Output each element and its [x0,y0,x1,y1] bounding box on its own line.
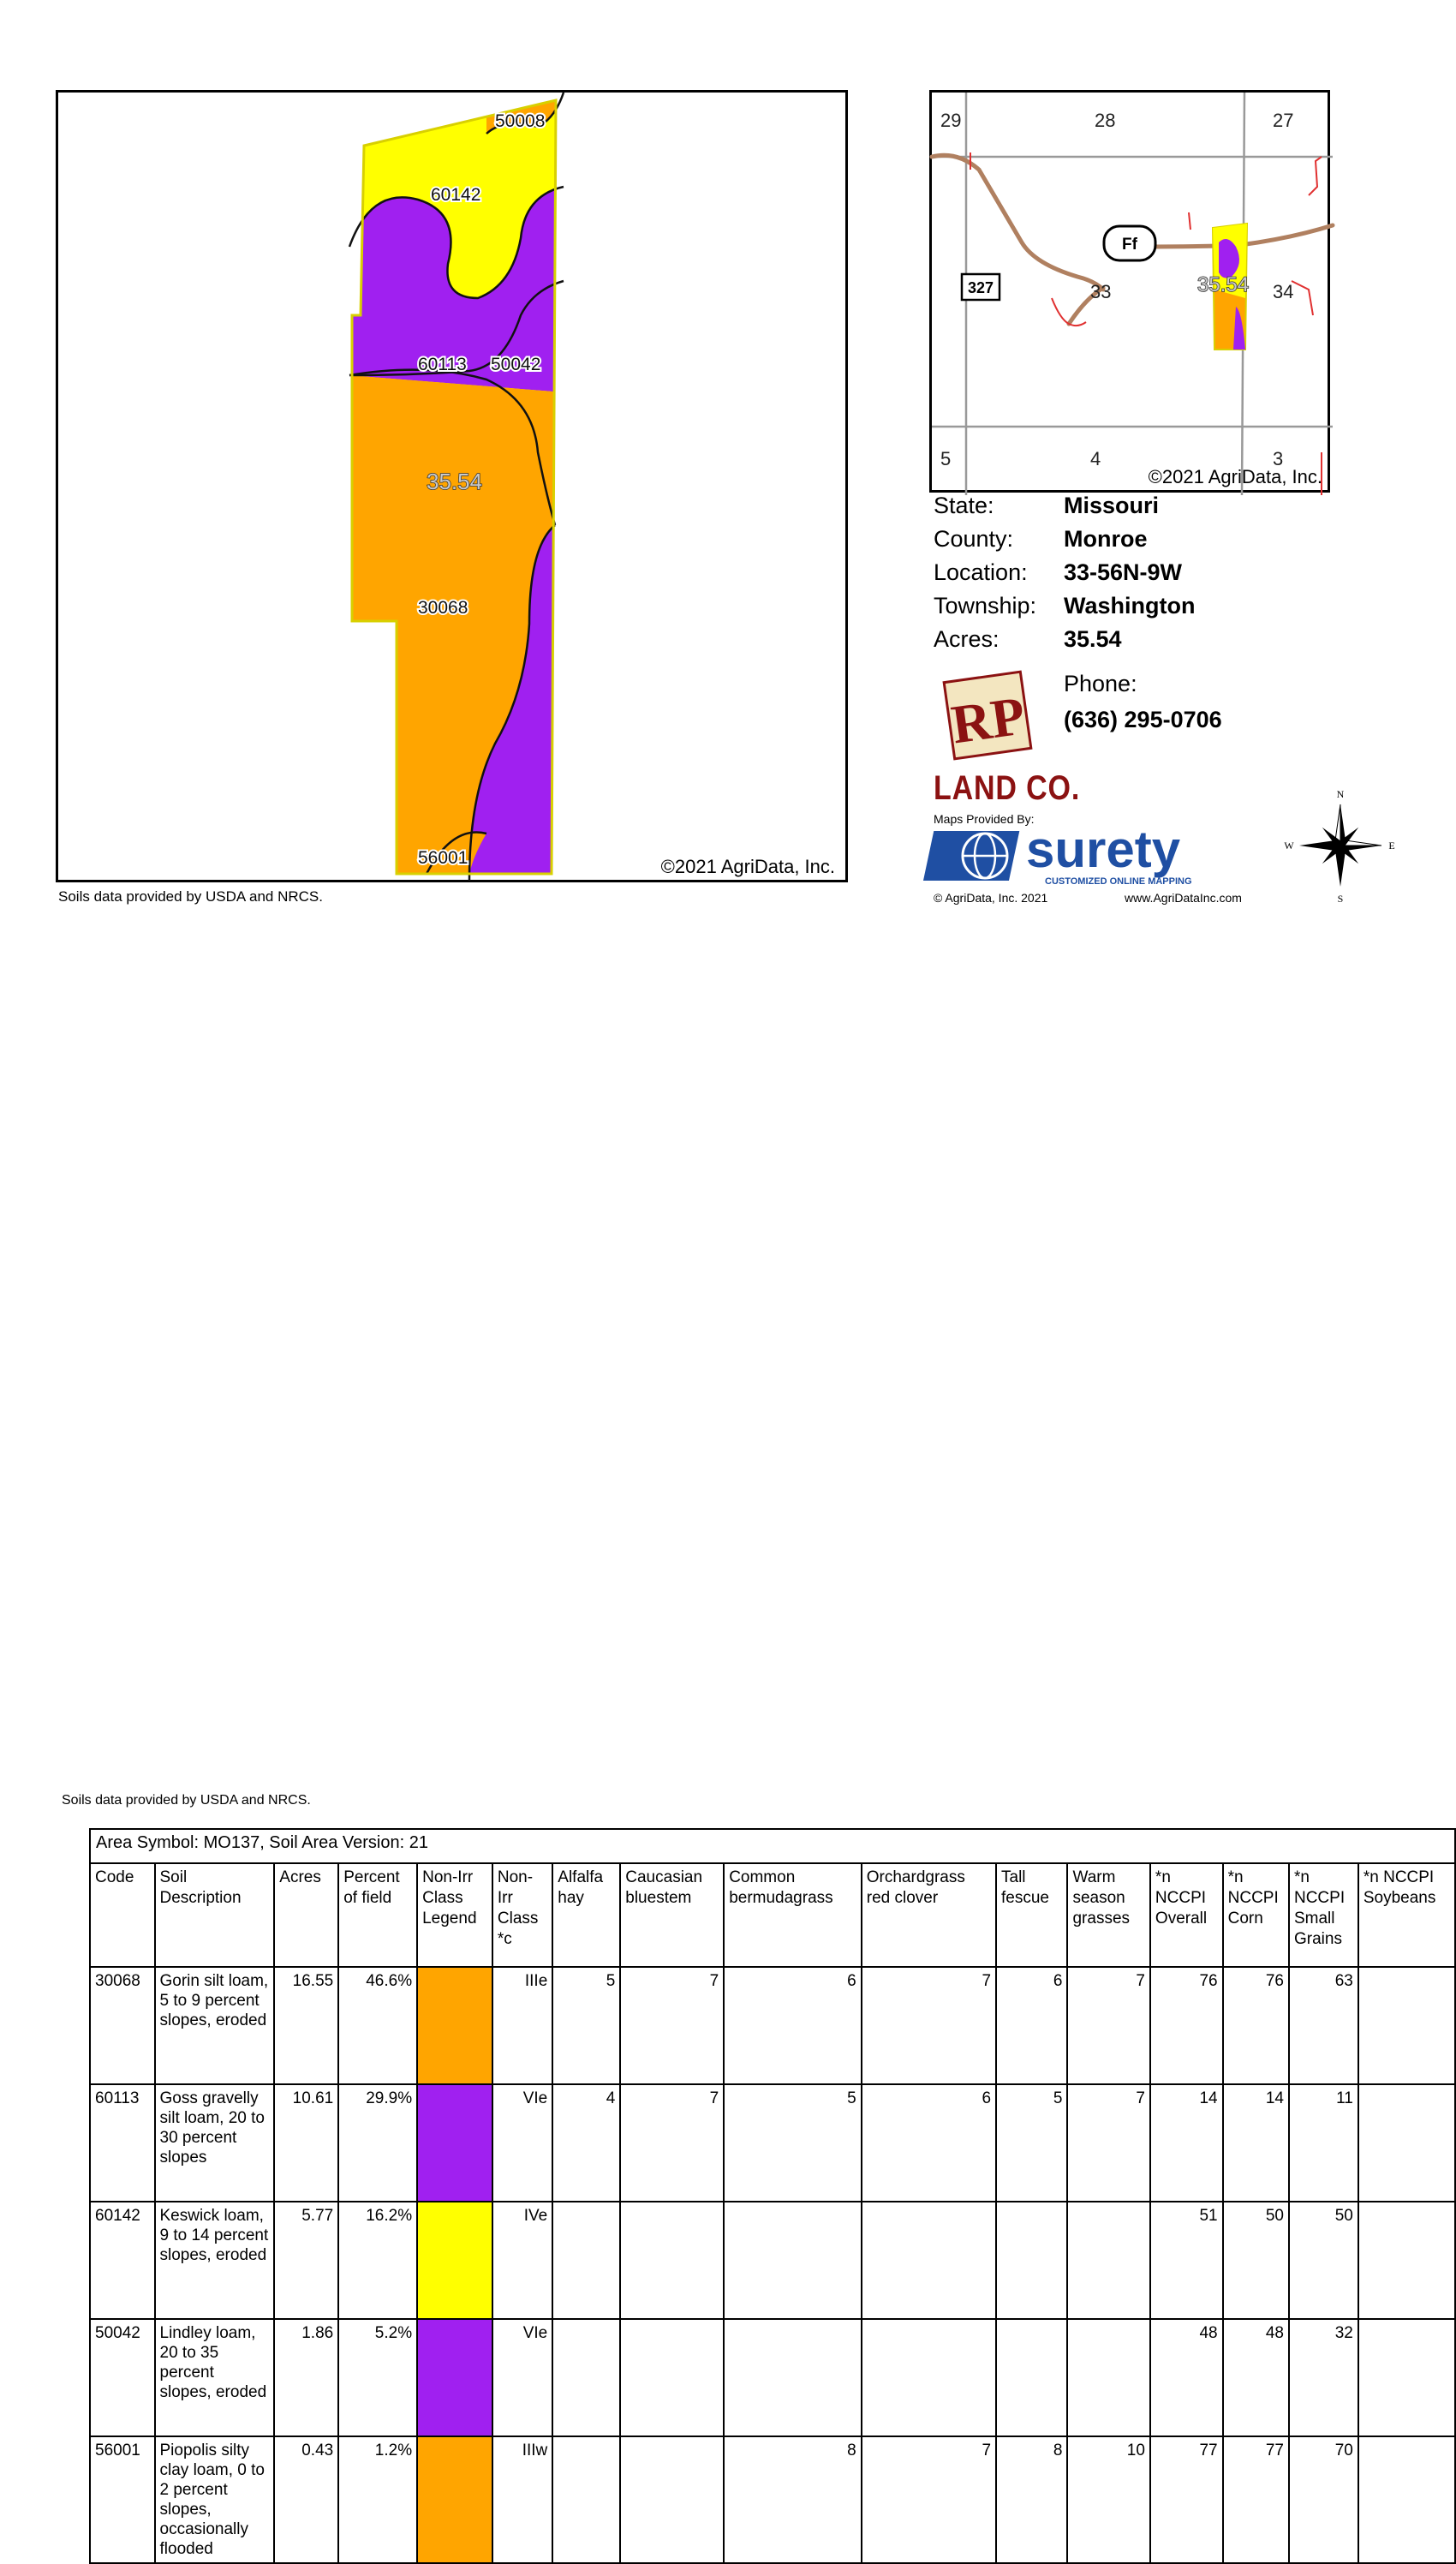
table-cell-pct: 29.9% [338,2084,417,2202]
table-cell-class: IIIe [492,1967,552,2084]
table-cell-acres: 10.61 [274,2084,338,2202]
soil-label-30068: 30068 [418,598,468,618]
compass-e: E [1388,840,1395,852]
table-cell-code: 30068 [90,1967,155,2084]
table-cell-fescue [996,2202,1067,2319]
table-cell-code: 56001 [90,2436,155,2563]
table-cell-class: IIIw [492,2436,552,2563]
table-cell-alfalfa [552,2319,620,2436]
table-cell-warm: 7 [1067,1967,1149,2084]
locator-copyright: ©2021 AgriData, Inc. [1148,466,1322,487]
table-cell-warm: 7 [1067,2084,1149,2202]
table-cell-fescue [996,2319,1067,2436]
table-cell-desc: Goss gravelly silt loam, 20 to 30 percent slopes [155,2084,275,2202]
surety-globe-icon [934,821,1250,888]
table-cell-code: 50042 [90,2319,155,2436]
column-header: Non-Irr Class Legend [417,1863,492,1967]
acres-row [934,626,1336,660]
state-key: State: [934,493,994,518]
table-cell-overall: 77 [1150,2436,1223,2563]
column-header: *n NCCPI Overall [1150,1863,1223,1967]
table-cell-desc: Lindley loam, 20 to 35 percent slopes, eroded [155,2319,275,2436]
table-cell-soy [1358,2202,1455,2319]
table-cell-corn: 14 [1223,2084,1289,2202]
table-cell-soy [1358,1967,1455,2084]
legend-swatch [417,2202,492,2319]
surety-name: surety [1026,821,1181,878]
table-header-row [90,1863,1455,1967]
legend-swatch [417,1967,492,2084]
table-cell-corn: 77 [1223,2436,1289,2563]
map-copyright: ©2021 AgriData, Inc. [660,856,835,877]
route-ff-shield: Ff [1122,236,1137,254]
table-cell-alfalfa: 4 [552,2084,620,2202]
compass-s: S [1337,893,1344,905]
table-cell-acres: 5.77 [274,2202,338,2319]
township-value: Washington [1064,593,1196,619]
legend-swatch [417,2319,492,2436]
table-cell-warm [1067,2202,1149,2319]
surety-copyright: © AgriData, Inc. 2021 [934,891,1048,905]
table-cell-small: 70 [1289,2436,1358,2563]
phone-key: Phone: [1064,671,1137,696]
column-header: Code [90,1863,155,1967]
property-info [934,493,1336,660]
rp-logo-icon [940,668,1035,767]
surety-url: www.AgriDataInc.com [1125,891,1242,905]
table-cell-code: 60142 [90,2202,155,2319]
maps-provided-by: Maps Provided By: [934,812,1035,826]
table-cell-pct: 5.2% [338,2319,417,2436]
soil-map [56,90,848,882]
table-cell-overall: 51 [1150,2202,1223,2319]
soil-map-drawing [58,93,850,885]
table-cell-pct: 16.2% [338,2202,417,2319]
compass-drawing [1280,784,1400,904]
column-header: Non-Irr Class *c [492,1863,552,1967]
soil-label-56001: 56001 [418,848,468,868]
table-cell-fescue: 8 [996,2436,1067,2563]
column-header: Warm season grasses [1067,1863,1149,1967]
soils-note-bottom: Soils data provided by USDA and NRCS. [62,1793,311,1808]
route-327-shield: 327 [967,279,994,296]
table-cell-soy [1358,2436,1455,2563]
column-header: Percent of field [338,1863,417,1967]
rp-letters: RP [947,684,1029,756]
table-cell-orchard: 7 [862,2436,996,2563]
table-cell-warm [1067,2319,1149,2436]
table-cell-small: 50 [1289,2202,1358,2319]
table-cell-bermuda: 8 [724,2436,862,2563]
location-key: Location: [934,559,1028,585]
table-cell-acres: 1.86 [274,2319,338,2436]
section-4: 4 [1090,448,1101,469]
table-cell-overall: 14 [1150,2084,1223,2202]
table-cell-small: 32 [1289,2319,1358,2436]
area-symbol-row [90,1829,1455,1863]
section-27: 27 [1273,110,1294,131]
table-cell-overall: 76 [1150,1967,1223,2084]
table-cell-class: VIe [492,2319,552,2436]
table-cell-caucasian [620,2436,724,2563]
table-cell-orchard [862,2202,996,2319]
column-header: Common bermudagrass [724,1863,862,1967]
table-cell-bermuda: 6 [724,1967,862,2084]
table-row [90,2319,1455,2436]
column-header: Soil Description [155,1863,275,1967]
table-row [90,1967,1455,2084]
compass-w: W [1284,840,1294,852]
table-cell-class: VIe [492,2084,552,2202]
county-key: County: [934,526,1014,552]
table-cell-desc: Gorin silt loam, 5 to 9 percent slopes, eroded [155,1967,275,2084]
table-cell-bermuda [724,2319,862,2436]
county-row [934,526,1336,559]
table-cell-bermuda: 5 [724,2084,862,2202]
surety-tagline: CUSTOMIZED ONLINE MAPPING [1045,876,1192,887]
table-cell-orchard [862,2319,996,2436]
locator-acres-label: 35.54 [1197,273,1250,296]
land-co-text: LAND CO. [934,769,1081,807]
section-3: 3 [1273,448,1284,469]
acres-key: Acres: [934,626,1000,652]
table-cell-caucasian: 7 [620,2084,724,2202]
table-body [90,1967,1455,2563]
section-5: 5 [940,448,952,469]
section-29: 29 [940,110,962,131]
table-cell-fescue: 6 [996,1967,1067,2084]
location-row [934,559,1336,593]
surety-logo [934,821,1250,888]
compass-n: N [1336,788,1345,800]
column-header: Orchardgrass red clover [862,1863,996,1967]
table-cell-desc: Piopolis silty clay loam, 0 to 2 percent slopes, occasionally flooded [155,2436,275,2563]
acres-value: 35.54 [1064,626,1122,652]
table-cell-overall: 48 [1150,2319,1223,2436]
table-cell-bermuda [724,2202,862,2319]
column-header: Acres [274,1863,338,1967]
table-cell-caucasian [620,2202,724,2319]
location-value: 33-56N-9W [1064,559,1183,585]
township-row [934,593,1336,626]
section-28: 28 [1095,110,1116,131]
column-header: Tall fescue [996,1863,1067,1967]
township-key: Township: [934,593,1037,619]
soil-table [89,1828,1456,2564]
table-cell-corn: 76 [1223,1967,1289,2084]
table-cell-fescue: 5 [996,2084,1067,2202]
area-symbol: Area Symbol: MO137, Soil Area Version: 21 [90,1829,1455,1863]
state-value: Missouri [1064,493,1160,518]
table-cell-pct: 46.6% [338,1967,417,2084]
rp-land-co-logo [940,668,1035,767]
legend-swatch [417,2084,492,2202]
table-row [90,2436,1455,2563]
table-cell-alfalfa [552,2436,620,2563]
soils-note-top: Soils data provided by USDA and NRCS. [58,888,323,905]
table-cell-acres: 0.43 [274,2436,338,2563]
phone-value: (636) 295-0706 [1064,707,1222,732]
table-cell-orchard: 6 [862,2084,996,2202]
table-cell-corn: 50 [1223,2202,1289,2319]
table-cell-soy [1358,2319,1455,2436]
table-cell-caucasian [620,2319,724,2436]
table-cell-class: IVe [492,2202,552,2319]
county-value: Monroe [1064,526,1148,552]
table-cell-acres: 16.55 [274,1967,338,2084]
table-cell-small: 63 [1289,1967,1358,2084]
locator-map [929,90,1330,493]
section-34: 34 [1273,281,1294,302]
table-row [90,2084,1455,2202]
table-cell-corn: 48 [1223,2319,1289,2436]
soil-label-50008: 50008 [495,111,546,131]
column-header: *n NCCPI Soybeans [1358,1863,1455,1967]
column-header: *n NCCPI Corn [1223,1863,1289,1967]
table-cell-alfalfa [552,2202,620,2319]
table-cell-desc: Keswick loam, 9 to 14 percent slopes, eroded [155,2202,275,2319]
column-header: *n NCCPI Small Grains [1289,1863,1358,1967]
table-cell-warm: 10 [1067,2436,1149,2563]
table-cell-alfalfa: 5 [552,1967,620,2084]
table-cell-pct: 1.2% [338,2436,417,2563]
column-header: Caucasian bluestem [620,1863,724,1967]
acres-label: 35.54 [427,469,483,494]
compass-rose-icon [1280,784,1400,904]
table-cell-code: 60113 [90,2084,155,2202]
soil-label-60142: 60142 [431,185,481,205]
locator-map-drawing [932,93,1333,495]
section-33: 33 [1090,281,1112,302]
soil-label-60113: 60113 [418,355,467,374]
table-cell-caucasian: 7 [620,1967,724,2084]
table-cell-soy [1358,2084,1455,2202]
table-cell-orchard: 7 [862,1967,996,2084]
table-cell-small: 11 [1289,2084,1358,2202]
legend-swatch [417,2436,492,2563]
table-row [90,2202,1455,2319]
soil-label-50042: 50042 [491,355,541,374]
state-row [934,493,1336,526]
column-header: Alfalfa hay [552,1863,620,1967]
